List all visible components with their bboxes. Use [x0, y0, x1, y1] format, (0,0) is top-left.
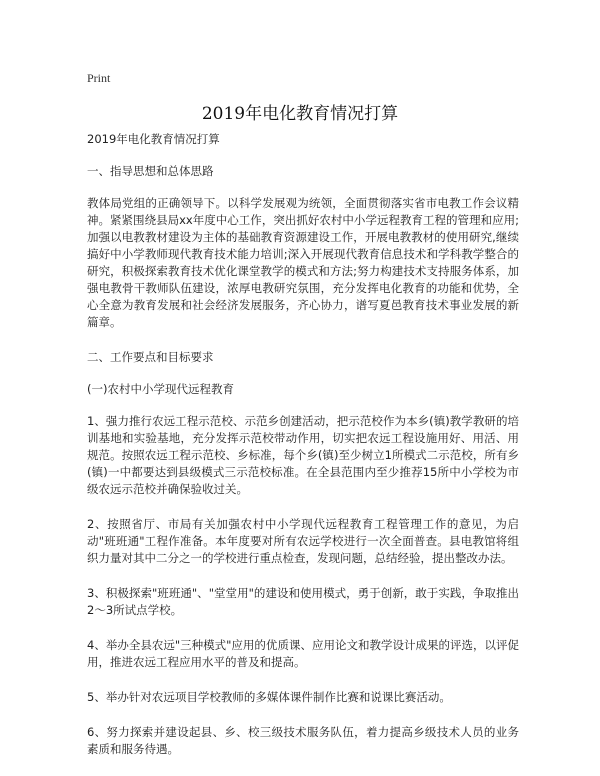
- body-paragraph-item-6: 6、努力探索并建设起县、乡、校三级技术服务队伍，着力提高乡级技术人员的业务素质和服务待遇。: [87, 725, 519, 756]
- document-body: [87, 131, 519, 776]
- body-paragraph-item-4: 4、举办全县农远"三种模式"应用的优质课、应用论文和教学设计成果的评选，以评促用，推进农远工程应用水平的普及和提高。: [87, 638, 519, 669]
- body-paragraph-item-5: 5、举办针对农远项目学校教师的多媒体课件制作比赛和说课比赛活动。: [87, 690, 451, 704]
- print-label: Print: [87, 71, 111, 85]
- section-heading-guiding-ideology: 一、指导思想和总体思路: [87, 164, 214, 178]
- subtitle: 2019年电化教育情况打算: [87, 132, 220, 146]
- section-heading-work-points: 二、工作要点和目标要求: [87, 350, 214, 364]
- body-paragraph: 教体局党组的正确领导下。以科学发展观为统领，全面贯彻落实省市电教工作会议精神。紧紧围绕县局xx年度中心工作，突出抓好农村中小学远程教育工程的管理和应用;加强以电教教材建设为主体的基础教育资源建设工作，开展电教教材的使用研究,继续搞好中小学教师现代教育技术能力培训;深入开展现代教育信息技术和学科教学整合的研究，积极探索教育技术优化课堂教学的模式和方法;努力构建技术支持服务体系，加强电教骨干教师队伍建设，浓厚电教研究氛围，充分发挥电化教育的功能和优势，全心全意为教育发展和社会经济发展服务，齐心协力，谱写夏邑教育技术事业发展的新篇章。: [87, 196, 519, 329]
- body-paragraph-item-2: 2、按照省厅、市局有关加强农村中小学现代远程教育工程管理工作的意见，为启动"班班通"工程作准备。本年度要对所有农远学校进行一次全面普查。县电教馆将组织力量对其中二分之一的学校进行重点检查，发现问题，总结经验，提出整改办法。: [87, 517, 519, 565]
- document-title: 2019年电化教育情况打算: [201, 104, 399, 124]
- body-paragraph-item-1: 1、强力推行农远工程示范校、示范乡创建活动，把示范校作为本乡(镇)教学教研的培训基地和实验基地，充分发挥示范校带动作用，切实把农远工程设施用好、用活、用规范。按照农远工程示范校、乡标准，每个乡(镇)至少树立1所模式二示范校，所有乡(镇)一中都要达到县级模式三示范校标准。在全县范围内至少推荐15所中小学校为市级农远示范校并确保验收过关。: [87, 414, 519, 496]
- subsection-heading-rural-education: (一)农村中小学现代远程教育: [87, 382, 234, 396]
- body-paragraph-item-3: 3、积极探索"班班通"、"堂堂用"的建设和使用模式，勇于创新，敢于实践，争取推出2～3所试点学校。: [87, 586, 519, 617]
